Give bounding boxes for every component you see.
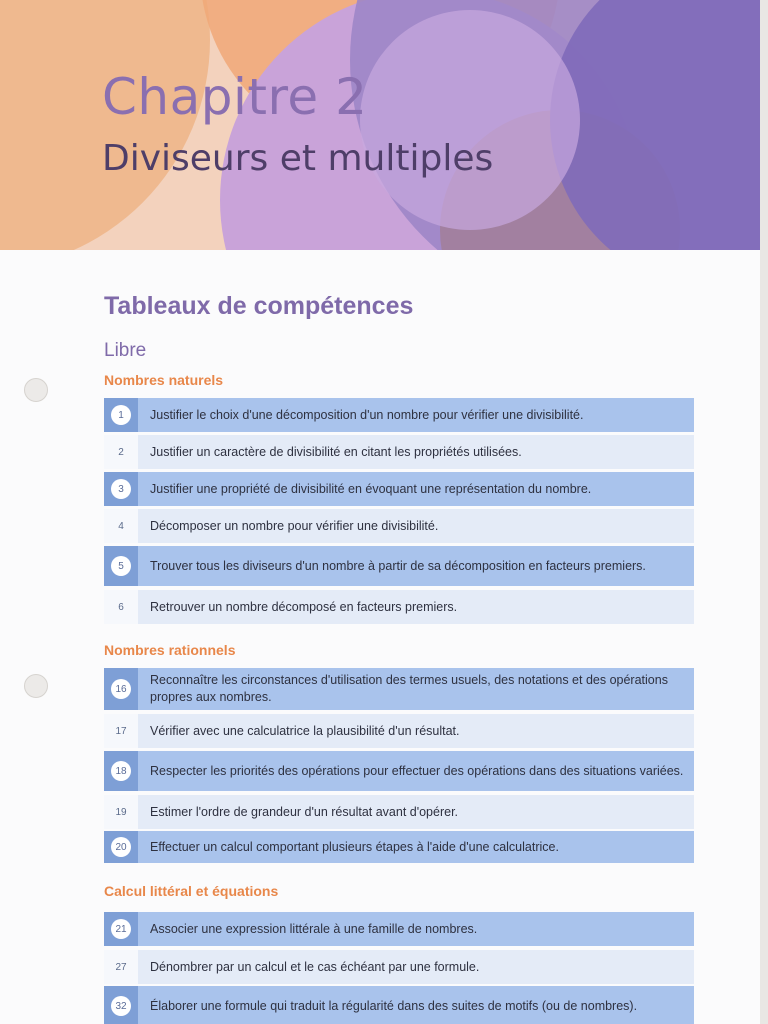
section-title: Tableaux de compétences bbox=[104, 292, 414, 320]
competence-number: 17 bbox=[104, 714, 138, 748]
competence-number: 4 bbox=[104, 509, 138, 543]
competence-row bbox=[104, 472, 694, 506]
competence-text: Reconnaître les circonstances d'utilisation des termes usuels, des notations et des opérations propres aux nombres. bbox=[150, 673, 668, 704]
competence-number: 2 bbox=[104, 435, 138, 469]
competence-row bbox=[104, 912, 694, 946]
chapter-title: Chapitre 2 bbox=[102, 68, 368, 126]
competence-row bbox=[104, 795, 694, 829]
competence-row bbox=[104, 668, 694, 710]
competence-text: Élaborer une formule qui traduit la régularité dans des suites de motifs (ou de nombres). bbox=[150, 998, 638, 1013]
competence-number: 19 bbox=[104, 795, 138, 829]
competence-number: 6 bbox=[104, 590, 138, 624]
competence-row bbox=[104, 950, 694, 984]
category-title: Calcul littéral et équations bbox=[104, 883, 279, 899]
competence-text: Respecter les priorités des opérations pour effectuer des opérations dans des situations variées. bbox=[150, 763, 684, 778]
competence-row bbox=[104, 435, 694, 469]
binder-hole bbox=[24, 674, 48, 698]
competence-text: Associer une expression littérale à une famille de nombres. bbox=[150, 921, 478, 936]
competence-row bbox=[104, 714, 694, 748]
competence-text: Justifier le choix d'une décomposition d'un nombre pour vérifier une divisibilité. bbox=[150, 407, 584, 422]
competence-row bbox=[104, 986, 694, 1024]
competence-number: 21 bbox=[104, 912, 138, 946]
competence-text: Décomposer un nombre pour vérifier une divisibilité. bbox=[150, 518, 439, 533]
competence-text: Effectuer un calcul comportant plusieurs étapes à l'aide d'une calculatrice. bbox=[150, 839, 559, 854]
sub-title: Libre bbox=[104, 340, 147, 361]
competence-row bbox=[104, 398, 694, 432]
competence-text: Justifier une propriété de divisibilité en évoquant une représentation du nombre. bbox=[150, 481, 592, 496]
competence-row bbox=[104, 590, 694, 624]
competence-number: 20 bbox=[104, 831, 138, 863]
competence-row bbox=[104, 546, 694, 586]
competence-number: 3 bbox=[104, 472, 138, 506]
competence-text: Retrouver un nombre décomposé en facteurs premiers. bbox=[150, 599, 458, 614]
competence-text: Estimer l'ordre de grandeur d'un résultat avant d'opérer. bbox=[150, 804, 459, 819]
competence-number: 1 bbox=[104, 398, 138, 432]
competence-text: Dénombrer par un calcul et le cas échéant par une formule. bbox=[150, 959, 480, 974]
chapter-subtitle: Diviseurs et multiples bbox=[102, 138, 494, 179]
category-title: Nombres naturels bbox=[104, 372, 224, 388]
competence-text: Justifier un caractère de divisibilité en citant les propriétés utilisées. bbox=[150, 444, 522, 459]
competence-number: 5 bbox=[104, 546, 138, 586]
chapter-banner bbox=[0, 0, 760, 250]
competence-text: Trouver tous les diviseurs d'un nombre à partir de sa décomposition en facteurs premiers. bbox=[150, 558, 646, 573]
binder-hole bbox=[24, 378, 48, 402]
competence-row bbox=[104, 831, 694, 863]
competence-number: 32 bbox=[104, 986, 138, 1024]
competence-text: Vérifier avec une calculatrice la plausibilité d'un résultat. bbox=[150, 723, 460, 738]
competence-number: 18 bbox=[104, 751, 138, 791]
competence-number: 27 bbox=[104, 950, 138, 984]
category-title: Nombres rationnels bbox=[104, 642, 236, 658]
competence-number: 16 bbox=[104, 668, 138, 710]
competence-row bbox=[104, 509, 694, 543]
competence-row bbox=[104, 751, 694, 791]
